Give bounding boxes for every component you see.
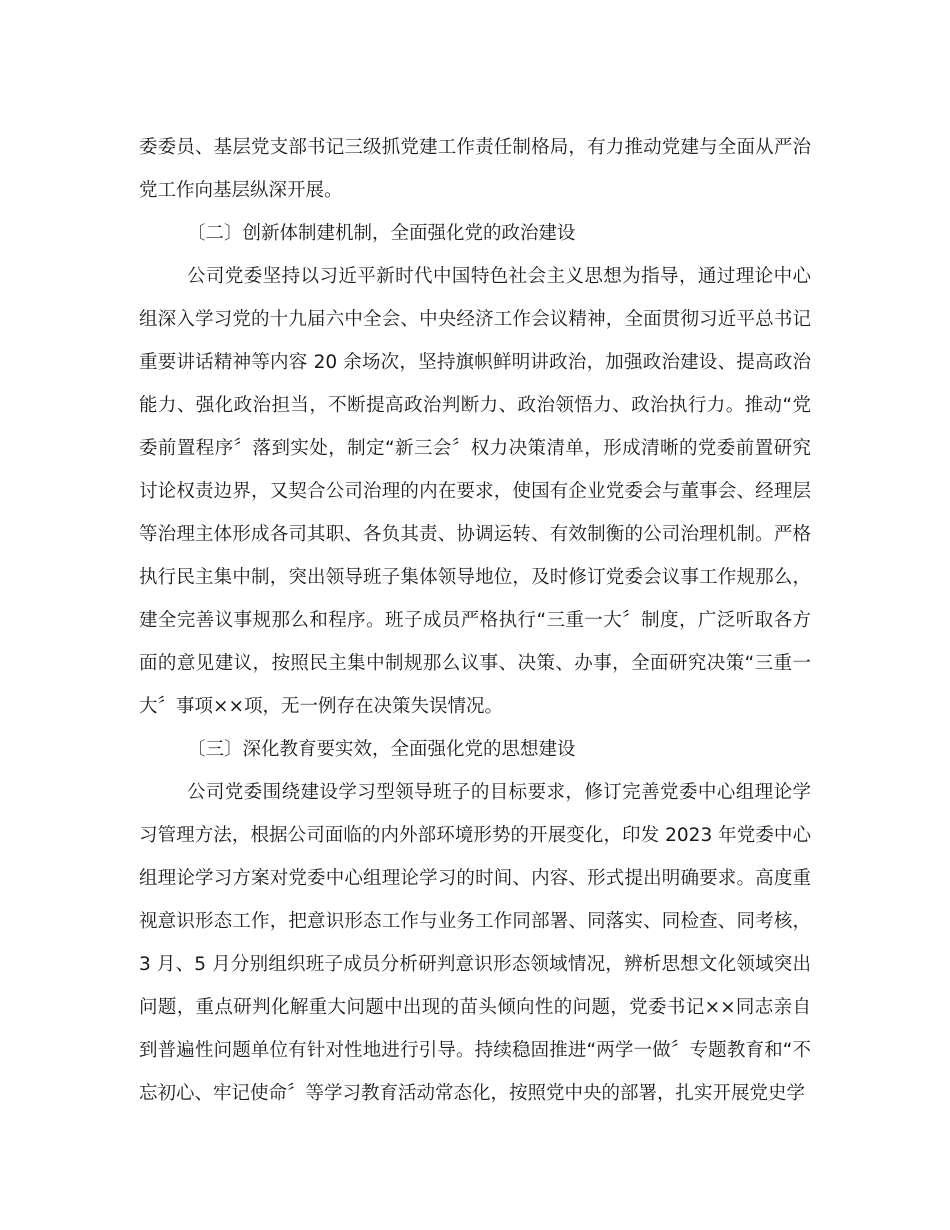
paragraph-continued: 委委员、基层党支部书记三级抓党建工作责任制格局，有力推动党建与全面从严治党工作向基层纵深开展。 xyxy=(139,137,811,201)
section-heading-two: 〔二〕创新体制建机制，全面强化党的政治建设 xyxy=(187,223,576,244)
document-body xyxy=(139,126,811,1115)
paragraph-ideological-building: 公司党委围绕建设学习型领导班子的目标要求，修订完善党委中心组理论学习管理方法，根据公司面临的内外部环境形势的开展变化，印发 2023 年党委中心组理论学习方案对党委中心组理论学习的时间、内容、形式提出明确要求。高度重视意识形态工作，把意识形态工作与业务工作同部署、同落实、同检查、同考核，3 月、5 月分别组织班子成员分析研判意识形态领域情况，辨析思想文化领域突出问题，重点研判化解重大问题中出现的苗头倾向性的问题，党委书记××同志亲自到普遍性问题单位有针对性地进行引导。持续稳固推进“两学一做〞专题教育和“不忘初心、牢记使命〞等学习教育活动常态化，按照党中央的部署，扎实开展党史学 xyxy=(139,782,811,1104)
section-heading-three: 〔三〕深化教育要实效，全面强化党的思想建设 xyxy=(187,739,576,760)
paragraph-political-building: 公司党委坚持以习近平新时代中国特色社会主义思想为指导，通过理论中心组深入学习党的十九届六中全会、中央经济工作会议精神，全面贯彻习近平总书记重要讲话精神等内容 20 余场次，坚持旗帜鲜明讲政治，加强政治建设、提高政治能力、强化政治担当，不断提高政治判断力、政治领悟力、政治执行力。推动“党委前置程序〞落到实处，制定“新三会〞权力决策清单，形成清晰的党委前置研究讨论权责边界，又契合公司治理的内在要求，使国有企业党委会与董事会、经理层等治理主体形成各司其职、各负其责、协调运转、有效制衡的公司治理机制。严格执行民主集中制，突出领导班子集体领导地位，及时修订党委会议事工作规那么，建全完善议事规那么和程序。班子成员严格执行“三重一大〞制度，广泛听取各方面的意见建议，按照民主集中制规那么议事、决策、办事，全面研究决策“三重一大〞事项××项，无一例存在决策失误情况。 xyxy=(139,266,811,717)
